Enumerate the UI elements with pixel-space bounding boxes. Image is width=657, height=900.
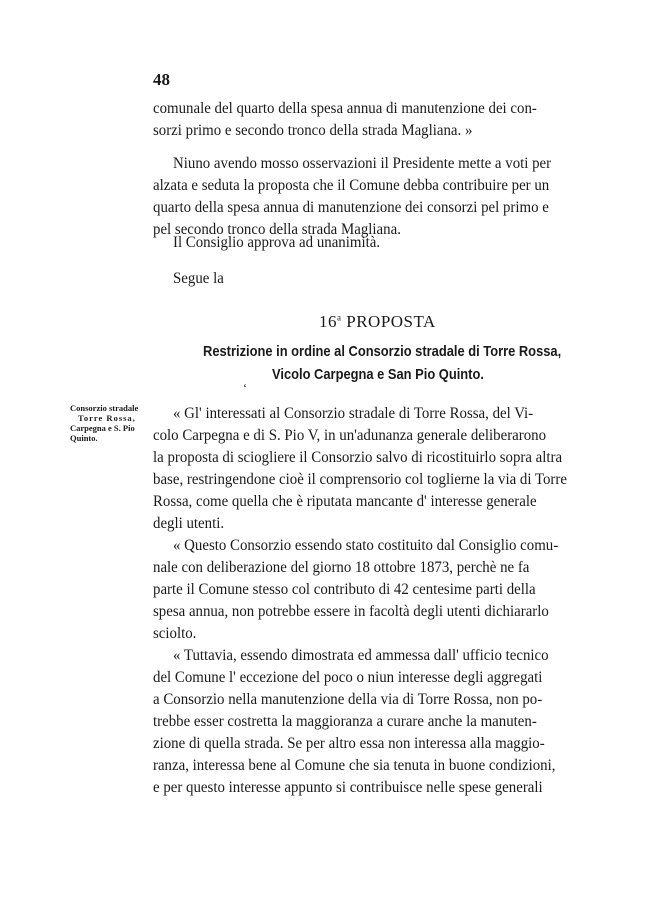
text-line: comunale del quarto della spesa annua di manutenzione dei con-	[153, 100, 537, 117]
proposal-title-line-1: Restrizione in ordine al Consorzio stradale di Torre Rossa,	[203, 343, 562, 360]
margin-note-line: Torre Rossa,	[78, 413, 136, 423]
text-line: Il Consiglio approva ad unanimità.	[173, 234, 381, 251]
stray-mark: ‘	[243, 381, 247, 395]
text-line: del Comune l' eccezione del poco o niun interesse degli aggregati	[153, 669, 543, 686]
text-line: pel secondo tronco della strada Magliana.	[153, 221, 401, 238]
text-line: e per questo interesse appunto si contribuisce nelle spese generali	[153, 779, 543, 796]
text-line: « Gl' interessati al Consorzio stradale di Torre Rossa, del Vi-	[173, 405, 534, 422]
text-line: la proposta di sciogliere il Consorzio salvo di ricostituirlo sopra altra	[153, 449, 563, 466]
text-line: spesa annua, non potrebbe essere in facoltà degli utenti dichiararlo	[153, 603, 549, 620]
text-line: nale con deliberazione del giorno 18 ottobre 1873, perchè ne fa	[153, 559, 530, 576]
margin-note-line: Quinto.	[70, 433, 98, 443]
text-line: alzata e seduta la proposta che il Comune debba contribuire per un	[153, 177, 550, 194]
margin-note-line: Consorzio stradale	[70, 403, 139, 413]
text-line: zione di quella strada. Se per altro essa non interessa alla maggio-	[153, 735, 545, 752]
text-line: ranza, interessa bene al Comune che sia tenuta in buone condizioni,	[153, 757, 556, 774]
text-line: quarto della spesa annua di manutenzione dei consorzi pel primo e	[153, 199, 549, 216]
proposal-ordinal: a	[337, 312, 342, 323]
text-line: trebbe esser costretta la maggioranza a curare anche la manuten-	[153, 713, 537, 730]
proposal-number: 16	[319, 312, 337, 331]
text-line: degli utenti.	[153, 515, 225, 532]
text-line: sciolto.	[153, 625, 197, 642]
margin-note	[70, 403, 138, 443]
text-line: parte il Comune stesso col contributo di 42 centesime parti della	[153, 581, 536, 598]
proposal-heading	[319, 312, 436, 332]
text-line: Segue la	[173, 270, 224, 287]
page-number: 48	[153, 70, 170, 89]
proposal-title-line-2: Vicolo Carpegna e San Pio Quinto.	[272, 366, 484, 383]
text-line: Rossa, come quella che è riputata mancante d' interesse generale	[153, 493, 537, 510]
margin-note-line: Carpegna e S. Pio	[70, 423, 135, 433]
text-line: « Tuttavia, essendo dimostrata ed ammessa dall' ufficio tecnico	[173, 647, 549, 664]
text-line: colo Carpegna e di S. Pio V, in un'adunanza generale deliberarono	[153, 427, 547, 444]
text-line: Niuno avendo mosso osservazioni il Presidente mette a voti per	[173, 155, 552, 172]
proposal-word: PROPOSTA	[341, 312, 436, 331]
text-line: « Questo Consorzio essendo stato costituito dal Consiglio comu-	[173, 537, 559, 554]
text-line: base, restringendone cioè il comprensorio col toglierne la via di Torre	[153, 471, 567, 488]
text-line: a Consorzio nella manutenzione della via di Torre Rossa, non po-	[153, 691, 543, 708]
text-line: sorzi primo e secondo tronco della strada Magliana. »	[153, 122, 473, 139]
